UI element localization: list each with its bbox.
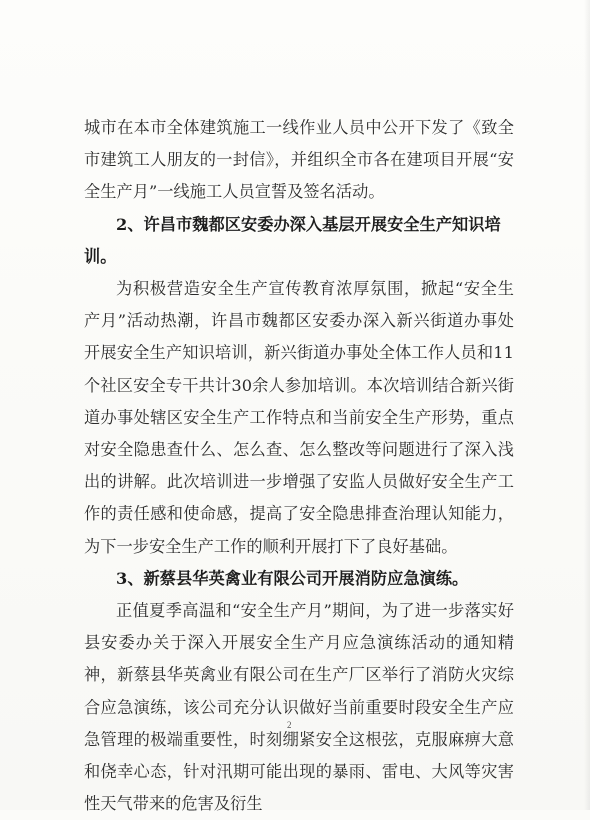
scan-edge-shadow xyxy=(584,0,590,810)
paragraph-xuchang-training: 为积极营造安全生产宣传教育浓厚氛围，掀起“安全生产月”活动热潮，许昌市魏都区安委办深入新兴街道办事处开展安全生产知识培训，新兴街道办事处全体工作人员和11个社区安全专干共计30余人参加培训。本次培训结合新兴街道办事处辖区安全生产工作特点和当前安全生产形势，重点对安全隐患查什么、怎么查、怎么整改等问题进行了深入浅出的讲解。此次培训进一步增强了安监人员做好安全生产工作的责任感和使命感，提高了安全隐患排查治理认知能力，为下一步安全生产工作的顺利开展打下了良好基础。 xyxy=(84,279,514,556)
section-heading-3: 3、新蔡县华英禽业有限公司开展消防应急演练。 xyxy=(116,568,469,588)
page-number: 2 xyxy=(287,720,292,730)
paragraph-xincai-drill: 正值夏季高温和“安全生产月”期间，为了进一步落实好县安委办关于深入开展安全生产月应急演练活动的通知精神，新蔡县华英禽业有限公司在生产厂区举行了消防火灾综合应急演练，该公司充分认识做好当前重要时段安全生产应急管理的极端重要性，时刻绷紧安全这根弦，克服麻痹大意和侥幸心态，针对汛期可能出现的暴雨、雷电、大风等灾害性天气带来的危害及衍生 xyxy=(84,601,514,814)
paragraph-continuation: 城市在本市全体建筑施工一线作业人员中公开下发了《致全市建筑工人朋友的一封信》，并组织全市各在建项目开展“安全生产月”一线施工人员宣誓及签名活动。 xyxy=(84,118,514,202)
section-heading-2: 2、许昌市魏都区安委办深入基层开展安全生产知识培训。 xyxy=(84,214,501,266)
document-body xyxy=(84,112,514,820)
